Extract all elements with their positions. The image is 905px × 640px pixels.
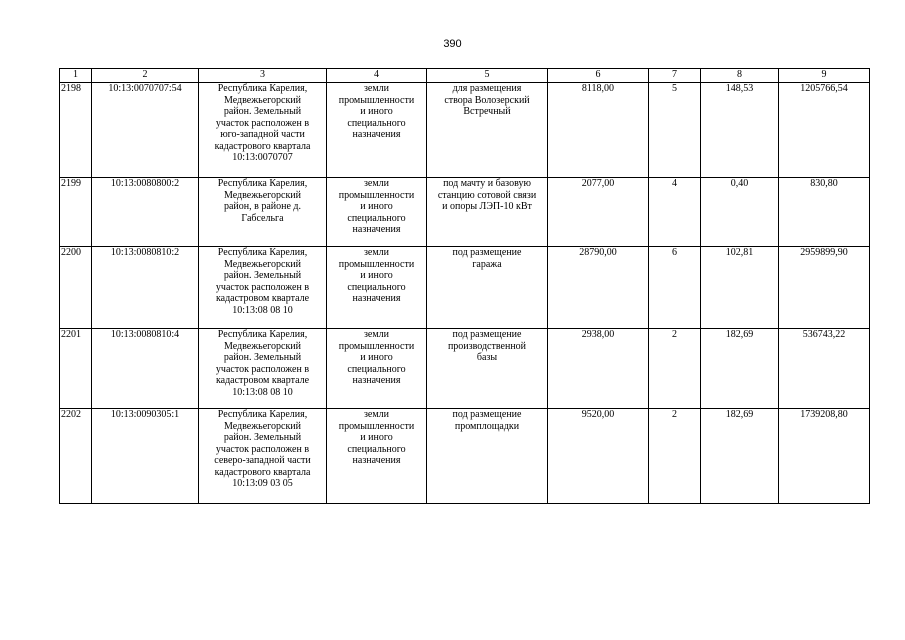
land-category-cell: земли промышленности и иного специального назначения (327, 178, 427, 247)
land-category-cell: земли промышленности и иного специального назначения (327, 329, 427, 409)
permitted-use-cell: под размещение производственной базы (427, 329, 548, 409)
cadastral-number-cell: 10:13:0080800:2 (92, 178, 199, 247)
area-cell: 2077,00 (548, 178, 649, 247)
column-9-cell: 536743,22 (779, 329, 870, 409)
land-category-cell: земли промышленности и иного специального назначения (327, 83, 427, 178)
permitted-use-cell: под мачту и базовую станцию сотовой связи и опоры ЛЭП-10 кВт (427, 178, 548, 247)
column-header-7: 7 (649, 69, 701, 83)
permitted-use-cell: под размещение промплощадки (427, 409, 548, 504)
land-plots-table (59, 68, 870, 504)
column-8-cell: 0,40 (701, 178, 779, 247)
land-category-cell: земли промышленности и иного специального назначения (327, 409, 427, 504)
area-cell: 9520,00 (548, 409, 649, 504)
column-8-cell: 102,81 (701, 247, 779, 329)
table-row (60, 83, 870, 178)
column-7-cell: 4 (649, 178, 701, 247)
page-number: 390 (443, 38, 462, 50)
column-8-cell: 182,69 (701, 409, 779, 504)
area-cell: 2938,00 (548, 329, 649, 409)
column-9-cell: 1739208,80 (779, 409, 870, 504)
table-row (60, 178, 870, 247)
row-number-cell: 2199 (60, 178, 92, 247)
column-9-cell: 1205766,54 (779, 83, 870, 178)
column-9-cell: 830,80 (779, 178, 870, 247)
column-header-5: 5 (427, 69, 548, 83)
column-header-2: 2 (92, 69, 199, 83)
permitted-use-cell: для размещения створa Волозерский Встречный (427, 83, 548, 178)
location-cell: Республика Карелия, Медвежьегорский район. Земельный участок расположен в кадастровом квартале 10:13:08 08 10 (199, 329, 327, 409)
column-8-cell: 148,53 (701, 83, 779, 178)
row-number-cell: 2200 (60, 247, 92, 329)
column-8-cell: 182,69 (701, 329, 779, 409)
column-header-4: 4 (327, 69, 427, 83)
column-header-6: 6 (548, 69, 649, 83)
cadastral-number-cell: 10:13:0090305:1 (92, 409, 199, 504)
header-row (60, 69, 870, 83)
row-number-cell: 2202 (60, 409, 92, 504)
column-7-cell: 2 (649, 409, 701, 504)
cadastral-number-cell: 10:13:0080810:4 (92, 329, 199, 409)
cadastral-number-cell: 10:13:0080810:2 (92, 247, 199, 329)
column-7-cell: 2 (649, 329, 701, 409)
column-header-1: 1 (60, 69, 92, 83)
row-number-cell: 2198 (60, 83, 92, 178)
table-row (60, 409, 870, 504)
area-cell: 8118,00 (548, 83, 649, 178)
area-cell: 28790,00 (548, 247, 649, 329)
row-number-cell: 2201 (60, 329, 92, 409)
location-cell: Республика Карелия, Медвежьегорский район. Земельный участок расположен в кадастровом квартале 10:13:08 08 10 (199, 247, 327, 329)
cadastral-number-cell: 10:13:0070707:54 (92, 83, 199, 178)
location-cell: Республика Карелия, Медвежьегорский район. Земельный участок расположен в северо-западной части кадастрового квартала 10:13:09 03 05 (199, 409, 327, 504)
column-7-cell: 6 (649, 247, 701, 329)
table-row (60, 247, 870, 329)
column-header-9: 9 (779, 69, 870, 83)
column-7-cell: 5 (649, 83, 701, 178)
table-row (60, 329, 870, 409)
column-header-3: 3 (199, 69, 327, 83)
permitted-use-cell: под размещение гаража (427, 247, 548, 329)
column-header-8: 8 (701, 69, 779, 83)
land-category-cell: земли промышленности и иного специального назначения (327, 247, 427, 329)
column-9-cell: 2959899,90 (779, 247, 870, 329)
location-cell: Республика Карелия, Медвежьегорский район. Земельный участок расположен в юго-западной части кадастрового квартала 10:13:0070707 (199, 83, 327, 178)
location-cell: Республика Карелия, Медвежьегорский район, в районе д. Габсельга (199, 178, 327, 247)
